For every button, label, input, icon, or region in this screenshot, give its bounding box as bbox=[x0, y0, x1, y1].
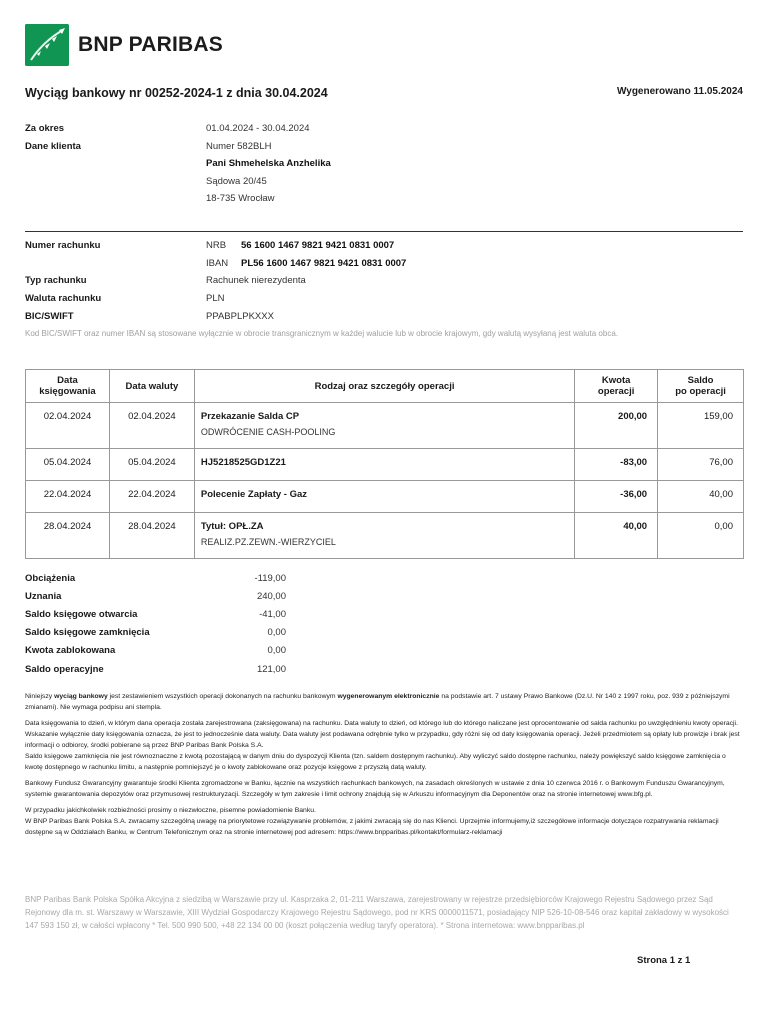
operations-table bbox=[25, 369, 744, 559]
bic-value: PPABPLPKXXX bbox=[206, 311, 274, 322]
value-date: 28.04.2024 bbox=[109, 513, 194, 559]
legal-paragraph: W przypadku jakichkolwiek rozbieżności prosimy o niezwłoczne, pisemne powiadomienie Banku. bbox=[25, 807, 316, 814]
summary-blocked-label: Kwota zablokowana bbox=[25, 645, 116, 656]
balance-after: 159,00 bbox=[658, 403, 744, 449]
value-date: 05.04.2024 bbox=[109, 449, 194, 481]
divider bbox=[25, 231, 743, 232]
summary-opening-label: Saldo księgowe otwarcia bbox=[25, 609, 138, 620]
legal-paragraph: Data księgowania to dzień, w którym dana operacja została zarejestrowana (zaksięgowana) na rachunku. Data waluty to dzień, od którego lub do którego naliczane jest oprocentowanie od salda rachunku po uwzględnieniu kwoty operacji. Wskazanie wyłącznie daty księgowania oznacza, że jest to jednocześnie data waluty. Data waluty jest podawana odrębnie tylko w przypadku, gdy różni się od daty księgowania operacji. Jeżeli przedmiotem są opłaty lub prowizje i brak jest informacji o odbiorcy, środki pobierane są przez BNP Paribas Bank Polska S.A. bbox=[25, 720, 740, 749]
value-date: 02.04.2024 bbox=[109, 403, 194, 449]
col-details: Rodzaj oraz szczegóły operacji bbox=[194, 370, 574, 403]
operation-title: Przekazanie Salda CP bbox=[200, 411, 300, 422]
nrb-value: 56 1600 1467 9821 9421 0831 0007 bbox=[241, 240, 395, 251]
legal-paragraph: Niniejszy wyciąg bankowy jest zestawieniem wszystkich operacji dokonanych na rachunku bankowym wygenerowanym elektronicznie na podstawie art. 7 ustawy Prawo Bankowe (Dz.U. Nr 140 z 1997 roku, poz. 939 z późniejszymi zmianami). Nie wymaga podpisu ani stempla. bbox=[25, 693, 730, 711]
operation-amount: -83,00 bbox=[575, 449, 658, 481]
col-booking-date: Data księgowania bbox=[26, 370, 110, 403]
summary-operational-label: Saldo operacyjne bbox=[25, 664, 104, 675]
period-label: Za okres bbox=[25, 123, 65, 134]
operation-amount: 200,00 bbox=[575, 403, 658, 449]
booking-date: 02.04.2024 bbox=[26, 403, 110, 449]
balance-after: 0,00 bbox=[658, 513, 744, 559]
company-footer: BNP Paribas Bank Polska Spółka Akcyjna z siedzibą w Warszawie przy ul. Kasprzaka 2, 01-211 Warszawa, zarejestrowany w rejestrze przedsiębiorców Krajowego Rejestru Sądowego przez Sąd Rejonowy dla m. st. Warszawy w Warszawie, XIII Wydział Gospodarczy Krajowego Rejestru Sądowego, pod nr KRS 0000011571, posiadający NIP 526-10-08-546 oraz kapitał zakładowy w wysokości 147 593 150 zł, w całości wpłacony * Tel. 500 990 500, +48 22 134 00 00 (koszt połączenia według taryfy operatora). * Strona internetowa: www.bnpparibas.pl bbox=[25, 895, 729, 930]
legal-notes bbox=[25, 691, 743, 843]
operation-title: HJ5218525GD1Z21 bbox=[200, 457, 286, 468]
value-date: 22.04.2024 bbox=[109, 481, 194, 513]
brand-name: BNP PARIBAS bbox=[78, 33, 223, 56]
table-row bbox=[26, 481, 744, 513]
booking-date: 22.04.2024 bbox=[26, 481, 110, 513]
summary-debits-label: Obciążenia bbox=[25, 573, 76, 584]
client-street: Sądowa 20/45 bbox=[206, 176, 267, 187]
col-amount: Kwota operacji bbox=[575, 370, 658, 403]
legal-paragraph: W BNP Paribas Bank Polska S.A. zwracamy szczególną uwagę na priorytetowe rozwiązywanie problemów, z jakimi zwracają się do nas Klienci. Uprzejmie informujemy,iż szczegółowe informacje dotyczące rozpatrywania reklamacji dostępne są w Oddziałach Banku, w Centrum Telefonicznym oraz na stronie internetowej pod adresem: https://www.bnpparibas.pl/kontakt/formularz-reklamacji bbox=[25, 818, 719, 836]
booking-date: 05.04.2024 bbox=[26, 449, 110, 481]
booking-date: 28.04.2024 bbox=[26, 513, 110, 559]
operation-subtitle: REALIZ.PZ.ZEWN.-WIERZYCIEL bbox=[200, 537, 336, 547]
generated-date: Wygenerowano 11.05.2024 bbox=[617, 86, 743, 97]
summary-credits-label: Uznania bbox=[25, 591, 62, 602]
operation-details bbox=[194, 403, 574, 449]
account-currency-value: PLN bbox=[206, 293, 225, 304]
legal-paragraph: Saldo księgowe zamknięcia nie jest równoznaczne z kwotą pozostającą w danym dniu do dyspozycji Klienta (tzn. saldem dostępnym rachunku). Aby wyliczyć saldo dostępne rachunku, należy powiększyć saldo księgowe zamknięcia o kwotę dostępnego w rachunku limitu, a następnie pomniejszyć je o kwoty zablokowane oraz pozycje księgowe z przyszłą datą waluty. bbox=[25, 753, 726, 771]
table-row bbox=[26, 513, 744, 559]
operation-details bbox=[194, 513, 574, 559]
balance-after: 40,00 bbox=[658, 481, 744, 513]
operation-amount: 40,00 bbox=[575, 513, 658, 559]
bic-label: BIC/SWIFT bbox=[25, 311, 74, 322]
col-balance: Saldo po operacji bbox=[658, 370, 744, 403]
summary-credits-value: 240,00 bbox=[256, 591, 286, 602]
table-header-row bbox=[26, 370, 744, 403]
statement-title: Wyciąg bankowy nr 00252-2024-1 z dnia 30.04.2024 bbox=[25, 86, 328, 100]
account-number-label: Numer rachunku bbox=[25, 240, 101, 251]
summary-debits-value: -119,00 bbox=[254, 573, 286, 584]
period-value: 01.04.2024 - 30.04.2024 bbox=[206, 123, 310, 134]
bnp-logo-icon bbox=[25, 24, 69, 66]
bic-iban-note: Kod BIC/SWIFT oraz numer IBAN są stosowane wyłącznie w obrocie transgranicznym w każdej walucie lub w obrocie krajowym, gdy walutą wysyłaną jest waluta obca. bbox=[25, 329, 618, 338]
summary-closing-value: 0,00 bbox=[267, 627, 286, 638]
operation-title: Polecenie Zapłaty - Gaz bbox=[200, 489, 308, 500]
operation-details bbox=[194, 481, 574, 513]
legal-paragraph: Bankowy Fundusz Gwarancyjny gwarantuje środki Klienta zgromadzone w Banku, łącznie na wszystkich rachunkach bankowych, na zasadach określonych w ustawie z dnia 10 czerwca 2016 r. o Bankowym Funduszu Gwarancyjnym, systemie gwarantowania depozytów oraz przymusowej restrukturyzacji. Szczegóły w tym zakresie i limit ochrony znajdują się w Arkuszu informacyjnym dla Deponentów oraz na stronie internetowej www.bfg.pl. bbox=[25, 780, 725, 798]
summary-operational-value: 121,00 bbox=[256, 664, 286, 675]
operation-title: Tytuł: OPŁ.ZA bbox=[200, 521, 264, 532]
summary-blocked-value: 0,00 bbox=[267, 645, 286, 656]
client-number: Numer 582BLH bbox=[206, 141, 272, 152]
summary-closing-label: Saldo księgowe zamknięcia bbox=[25, 627, 150, 638]
client-city: 18-735 Wrocław bbox=[206, 193, 275, 204]
iban-label: IBAN bbox=[206, 258, 229, 269]
account-currency-label: Waluta rachunku bbox=[25, 293, 102, 304]
iban-value: PL56 1600 1467 9821 9421 0831 0007 bbox=[241, 258, 407, 269]
balance-after: 76,00 bbox=[658, 449, 744, 481]
operation-details bbox=[194, 449, 574, 481]
account-type-value: Rachunek nierezydenta bbox=[206, 275, 306, 286]
nrb-label: NRB bbox=[206, 240, 227, 251]
client-label: Dane klienta bbox=[25, 141, 81, 152]
table-row bbox=[26, 449, 744, 481]
operation-subtitle: ODWRÓCENIE CASH-POOLING bbox=[200, 427, 336, 437]
client-name: Pani Shmehelska Anzhelika bbox=[206, 158, 331, 169]
col-value-date: Data waluty bbox=[109, 370, 194, 403]
table-row bbox=[26, 403, 744, 449]
page-number: Strona 1 z 1 bbox=[637, 955, 691, 966]
summary-opening-value: -41,00 bbox=[259, 609, 286, 620]
operation-amount: -36,00 bbox=[575, 481, 658, 513]
account-type-label: Typ rachunku bbox=[25, 275, 87, 286]
